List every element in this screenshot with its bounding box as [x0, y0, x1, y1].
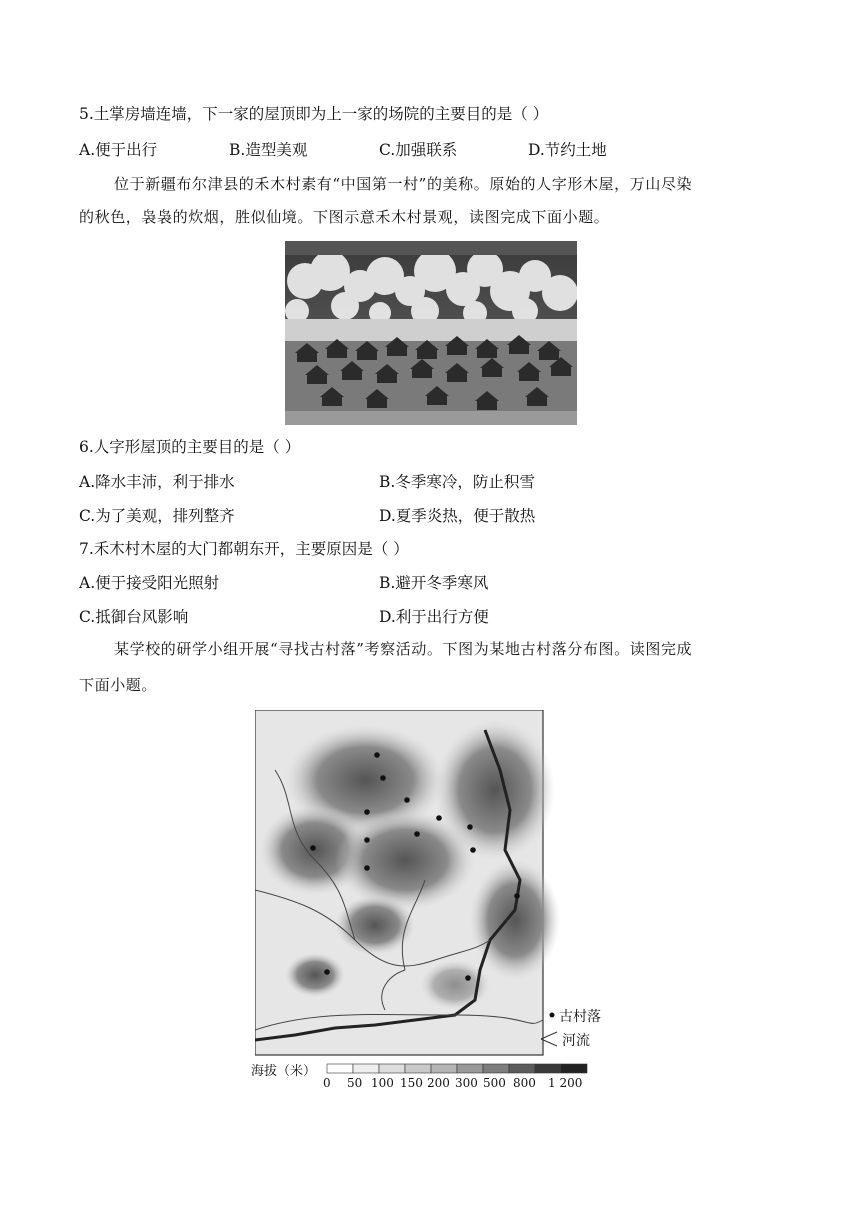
intro-paragraph-2-line-1: 某学校的研学小组开展“寻找古村落”考察活动。下图为某地古村落分布图。读图完成 [114, 640, 693, 658]
question-6-option-a: A.降水丰沛，利于排水 [79, 473, 235, 491]
question-6-option-c: C.为了美观，排列整齐 [79, 507, 235, 525]
elevation-tick-6: 500 [483, 1076, 506, 1090]
elevation-tick-0: 0 [323, 1076, 331, 1090]
question-7-option-d: D.利于出行方便 [379, 608, 489, 626]
elevation-tick-8: 1 200 [548, 1076, 583, 1090]
question-5-option-c: C.加强联系 [379, 141, 458, 159]
question-5-stem: 5.土掌房墙连墙，下一家的屋顶即为上一家的场院的主要目的是（ ） [79, 105, 549, 123]
question-7-option-c: C.抵御台风影响 [79, 608, 189, 626]
legend-village-icon [550, 1013, 555, 1018]
question-6-option-b: B.冬季寒冷，防止积雪 [379, 473, 535, 491]
elevation-label: 海拔（米） [251, 1064, 317, 1079]
elevation-tick-2: 100 [371, 1076, 394, 1090]
legend-river-label: 河流 [562, 1033, 590, 1049]
elevation-tick-7: 800 [513, 1076, 536, 1090]
legend-village-label: 古村落 [559, 1009, 601, 1025]
question-7-option-b: B.避开冬季寒风 [379, 574, 489, 592]
question-5-option-d: D.节约土地 [528, 141, 607, 159]
elevation-tick-3: 150 [400, 1076, 423, 1090]
question-6-option-d: D.夏季炎热，便于散热 [379, 507, 536, 525]
hemu-village-photo [285, 241, 577, 425]
elevation-tick-4: 200 [427, 1076, 450, 1090]
question-6-stem: 6.人字形屋顶的主要目的是（ ） [79, 438, 301, 456]
elevation-tick-5: 300 [455, 1076, 478, 1090]
question-5-option-a: A.便于出行 [79, 141, 158, 159]
ancient-village-map [251, 710, 605, 1090]
intro-paragraph-2-line-2: 下面小题。 [79, 676, 158, 694]
question-7-option-a: A.便于接受阳光照射 [79, 574, 220, 592]
question-7-stem: 7.禾木村木屋的大门都朝东开，主要原因是（ ） [79, 540, 409, 558]
intro-paragraph-1-line-2: 的秋色，袅袅的炊烟，胜似仙境。下图示意禾木村景观，读图完成下面小题。 [79, 208, 610, 226]
intro-paragraph-1-line-1: 位于新疆布尔津县的禾木村素有“中国第一村”的美称。原始的人字形木屋，万山尽染 [114, 175, 693, 193]
question-5-option-b: B.造型美观 [229, 141, 308, 159]
elevation-scale-bar [327, 1064, 587, 1073]
elevation-tick-1: 50 [347, 1076, 363, 1090]
